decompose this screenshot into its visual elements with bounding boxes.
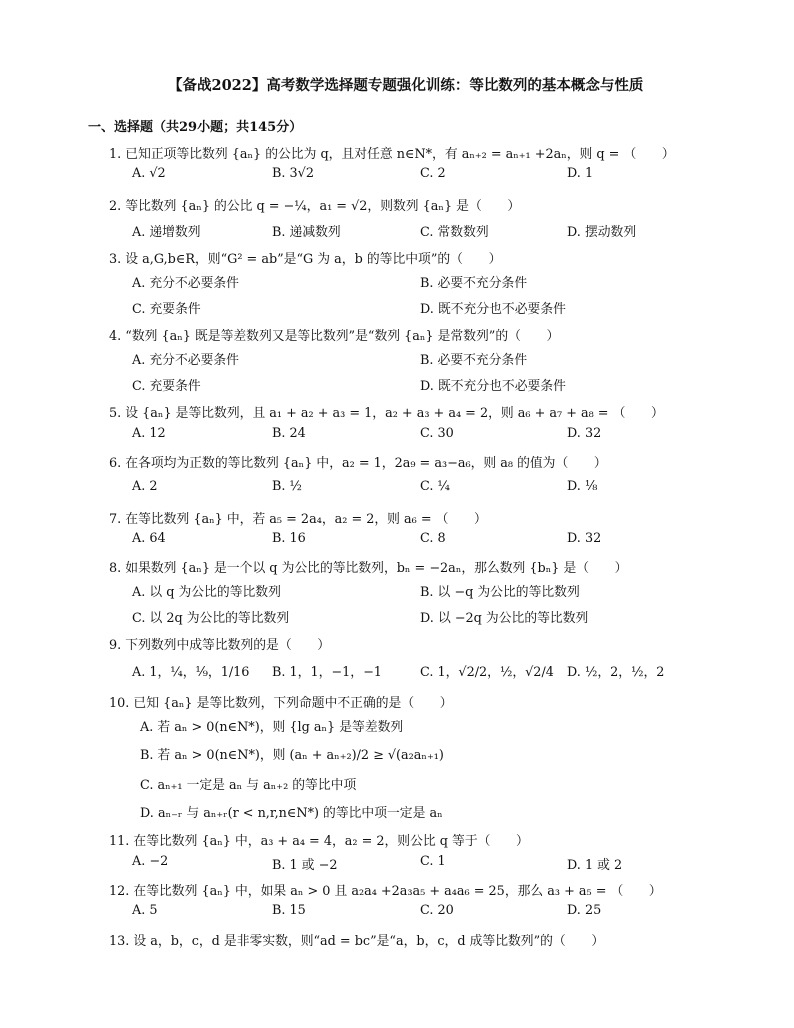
q7-option-d: D. 32 [567,531,602,546]
question-6: 6. 在各项均为正数的等比数列 {aₙ} 中，a₂ = 1，2a₉ = a₃−a₆，则 a₈ 的值为（ ） [109,456,607,471]
q4-option-b: B. 必要不充分条件 [420,353,528,368]
q6-option-b: B. ½ [272,479,302,494]
question-7: 7. 在等比数列 {aₙ} 中，若 a₅ = 2a₄，a₂ = 2，则 a₆ = （ ） [109,512,487,527]
question-5: 5. 设 {aₙ} 是等比数列，且 a₁ + a₂ + a₃ = 1，a₂ + a₃ + a₄ = 2，则 a₆ + a₇ + a₈ = （ ） [109,406,664,421]
q6-option-a: A. 2 [132,479,158,494]
q10-option-d: D. aₙ₋ᵣ 与 aₙ₊ᵣ(r < n,r,n∈N*) 的等比中项一定是 aₙ [140,806,443,821]
question-3: 3. 设 a,G,b∈R，则“G² = ab”是“G 为 a，b 的等比中项”的（ ） [109,252,502,267]
q1-option-a: A. √2 [132,166,166,181]
q8-option-d: D. 以 −2q 为公比的等比数列 [420,611,589,626]
q9-option-d: D. ½，2，½，2 [567,665,665,680]
q3-option-b: B. 必要不充分条件 [420,276,528,291]
q6-option-c: C. ¼ [420,479,450,494]
question-12: 12. 在等比数列 {aₙ} 中，如果 aₙ > 0 且 a₂a₄ +2a₃a₅ + a₄a₆ = 25，那么 a₃ + a₅ = （ ） [109,884,662,899]
q12-option-a: A. 5 [132,903,158,918]
q5-option-d: D. 32 [567,426,602,441]
q1-option-d: D. 1 [567,166,594,181]
question-11: 11. 在等比数列 {aₙ} 中，a₃ + a₄ = 4，a₂ = 2，则公比 q 等于（ ） [109,834,529,849]
q3-option-a: A. 充分不必要条件 [132,276,239,291]
q2-option-b: B. 递减数列 [272,225,341,240]
document-title: 【备战2022】高考数学选择题专题强化训练：等比数列的基本概念与性质 [168,77,644,94]
q5-option-c: C. 30 [420,426,454,441]
q12-option-d: D. 25 [567,903,602,918]
q12-option-c: C. 20 [420,903,454,918]
q8-option-b: B. 以 −q 为公比的等比数列 [420,585,580,600]
q11-option-b: B. 1 或 −2 [272,858,338,873]
q2-option-d: D. 摆动数列 [567,225,637,240]
section-heading: 一、选择题（共29小题；共145分） [88,120,303,135]
question-10: 10. 已知 {aₙ} 是等比数列，下列命题中不正确的是（ ） [109,696,453,711]
q3-option-d: D. 既不充分也不必要条件 [420,302,566,317]
question-9: 9. 下列数列中成等比数列的是（ ） [109,638,331,653]
q10-option-a: A. 若 aₙ > 0(n∈N*)，则 {lg aₙ} 是等差数列 [140,720,404,735]
q6-option-d: D. ⅛ [567,479,598,494]
q10-option-b: B. 若 aₙ > 0(n∈N*)，则 (aₙ + aₙ₊₂)/2 ≥ √(a₂aₙ₊₁) [140,748,444,763]
q4-option-a: A. 充分不必要条件 [132,353,239,368]
q12-option-b: B. 15 [272,903,306,918]
q7-option-b: B. 16 [272,531,306,546]
q1-option-b: B. 3√2 [272,166,314,181]
q8-option-c: C. 以 2q 为公比的等比数列 [132,611,290,626]
question-1: 1. 已知正项等比数列 {aₙ} 的公比为 q，且对任意 n∈N*，有 aₙ₊₂ = aₙ₊₁ +2aₙ，则 q = （ ） [109,147,675,162]
q2-option-c: C. 常数数列 [420,225,489,240]
q5-option-a: A. 12 [132,426,166,441]
q7-option-a: A. 64 [132,531,166,546]
q9-option-b: B. 1，1，−1，−1 [272,665,382,680]
question-13: 13. 设 a，b，c，d 是非零实数，则“ad = bc”是“a，b，c，d 成等比数列”的（ ） [109,934,605,949]
q2-option-a: A. 递增数列 [132,225,201,240]
q11-option-a: A. −2 [132,854,169,869]
q9-option-a: A. 1，¼，⅑，1/16 [132,665,250,680]
q1-option-c: C. 2 [420,166,446,181]
q5-option-b: B. 24 [272,426,306,441]
question-2: 2. 等比数列 {aₙ} 的公比 q = −¼，a₁ = √2，则数列 {aₙ} 是（ ） [109,199,521,214]
q10-option-c: C. aₙ₊₁ 一定是 aₙ 与 aₙ₊₂ 的等比中项 [140,778,357,793]
q11-option-d: D. 1 或 2 [567,858,623,873]
q4-option-c: C. 充要条件 [132,379,201,394]
q9-option-c: C. 1，√2/2，½，√2/4 [420,665,554,680]
question-8: 8. 如果数列 {aₙ} 是一个以 q 为公比的等比数列，bₙ = −2aₙ，那么数列 {bₙ} 是（ ） [109,561,628,576]
q4-option-d: D. 既不充分也不必要条件 [420,379,566,394]
q7-option-c: C. 8 [420,531,446,546]
q3-option-c: C. 充要条件 [132,302,201,317]
question-4: 4. “数列 {aₙ} 既是等差数列又是等比数列”是“数列 {aₙ} 是常数列”的（ ） [109,329,560,344]
q11-option-c: C. 1 [420,854,446,869]
q8-option-a: A. 以 q 为公比的等比数列 [132,585,281,600]
